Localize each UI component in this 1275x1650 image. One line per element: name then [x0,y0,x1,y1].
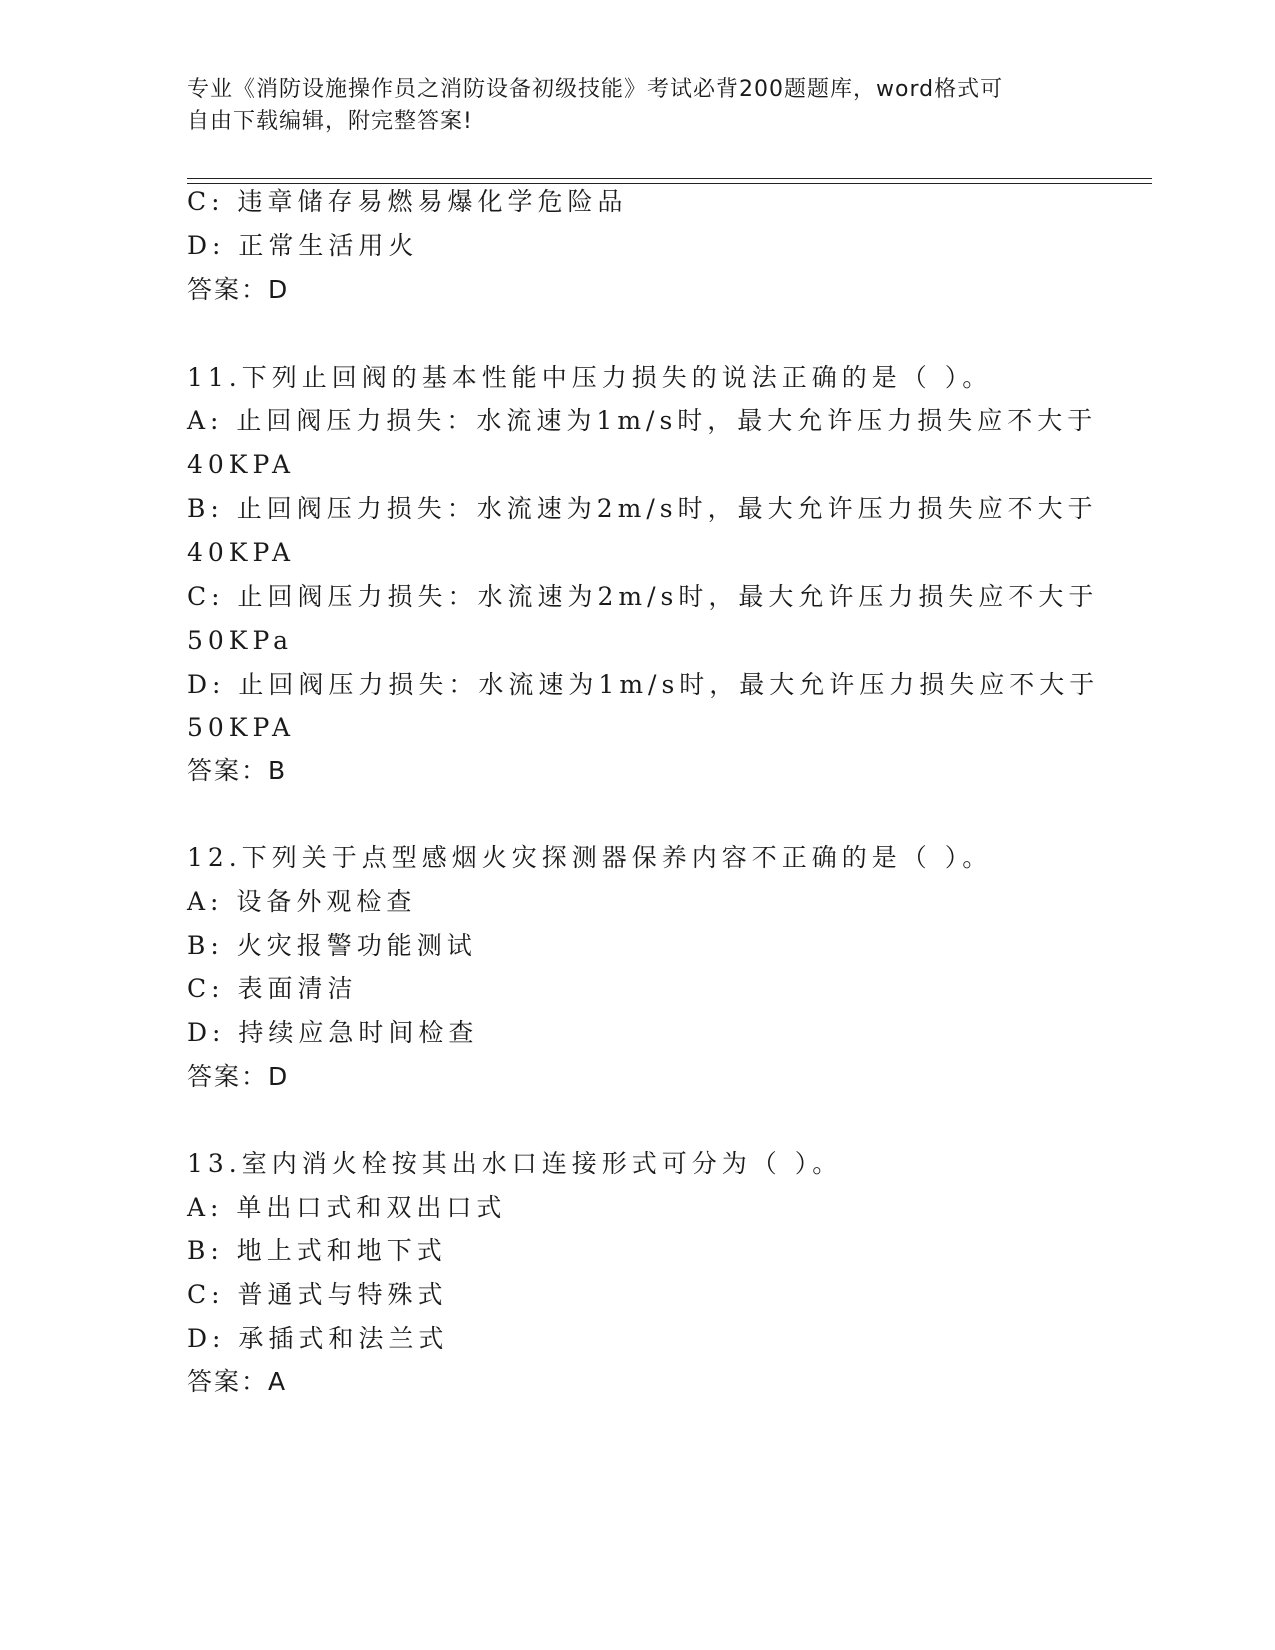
q12-option-b: B: 火灾报警功能测试 [187,931,477,960]
q11-stem: 11.下列止回阀的基本性能中压力损失的说法正确的是（ ）。 [187,363,993,392]
q13-option-d: D: 承插式和法兰式 [187,1324,449,1353]
q12-stem: 12.下列关于点型感烟火灾探测器保养内容不正确的是（ ）。 [187,843,993,872]
q13-stem: 13.室内消火栓按其出水口连接形式可分为（ ）。 [187,1149,843,1178]
q12-option-d: D: 持续应急时间检查 [187,1018,479,1047]
q11-answer: 答案：B [187,756,288,785]
q11-option-c-cont: 50KPa [187,626,294,655]
q11-option-d: D: 止回阀压力损失：水流速为1m/s时，最大允许压力损失应不大于 [187,670,1100,699]
q10-option-c: C: 违章储存易燃易爆化学危险品 [187,187,628,216]
q13-option-a: A: 单出口式和双出口式 [187,1193,507,1222]
header-title-line-2: 自由下载编辑，附完整答案! [187,109,473,134]
q13-answer: 答案：A [187,1367,288,1396]
header-divider-bottom [187,183,1152,184]
header-title-line-1: 专业《消防设施操作员之消防设备初级技能》考试必背200题题库，word格式可 [187,77,1004,102]
q10-answer: 答案：D [187,275,290,304]
q12-option-c: C: 表面清洁 [187,974,358,1003]
document-header [187,74,1067,138]
q11-option-a: A: 止回阀压力损失：水流速为1m/s时，最大允许压力损失应不大于 [187,406,1098,435]
q12-answer: 答案：D [187,1062,290,1091]
q10-option-d: D: 正常生活用火 [187,231,419,260]
q11-option-a-cont: 40KPA [187,450,296,479]
q11-option-d-cont: 50KPA [187,713,296,742]
header-divider-top [187,178,1152,179]
q11-option-c: C: 止回阀压力损失：水流速为2m/s时，最大允许压力损失应不大于 [187,582,1099,611]
q13-option-c: C: 普通式与特殊式 [187,1280,448,1309]
q12-option-a: A: 设备外观检查 [187,887,417,916]
q13-option-b: B: 地上式和地下式 [187,1236,447,1265]
q11-option-b: B: 止回阀压力损失：水流速为2m/s时，最大允许压力损失应不大于 [187,494,1098,523]
q11-option-b-cont: 40KPA [187,538,296,567]
